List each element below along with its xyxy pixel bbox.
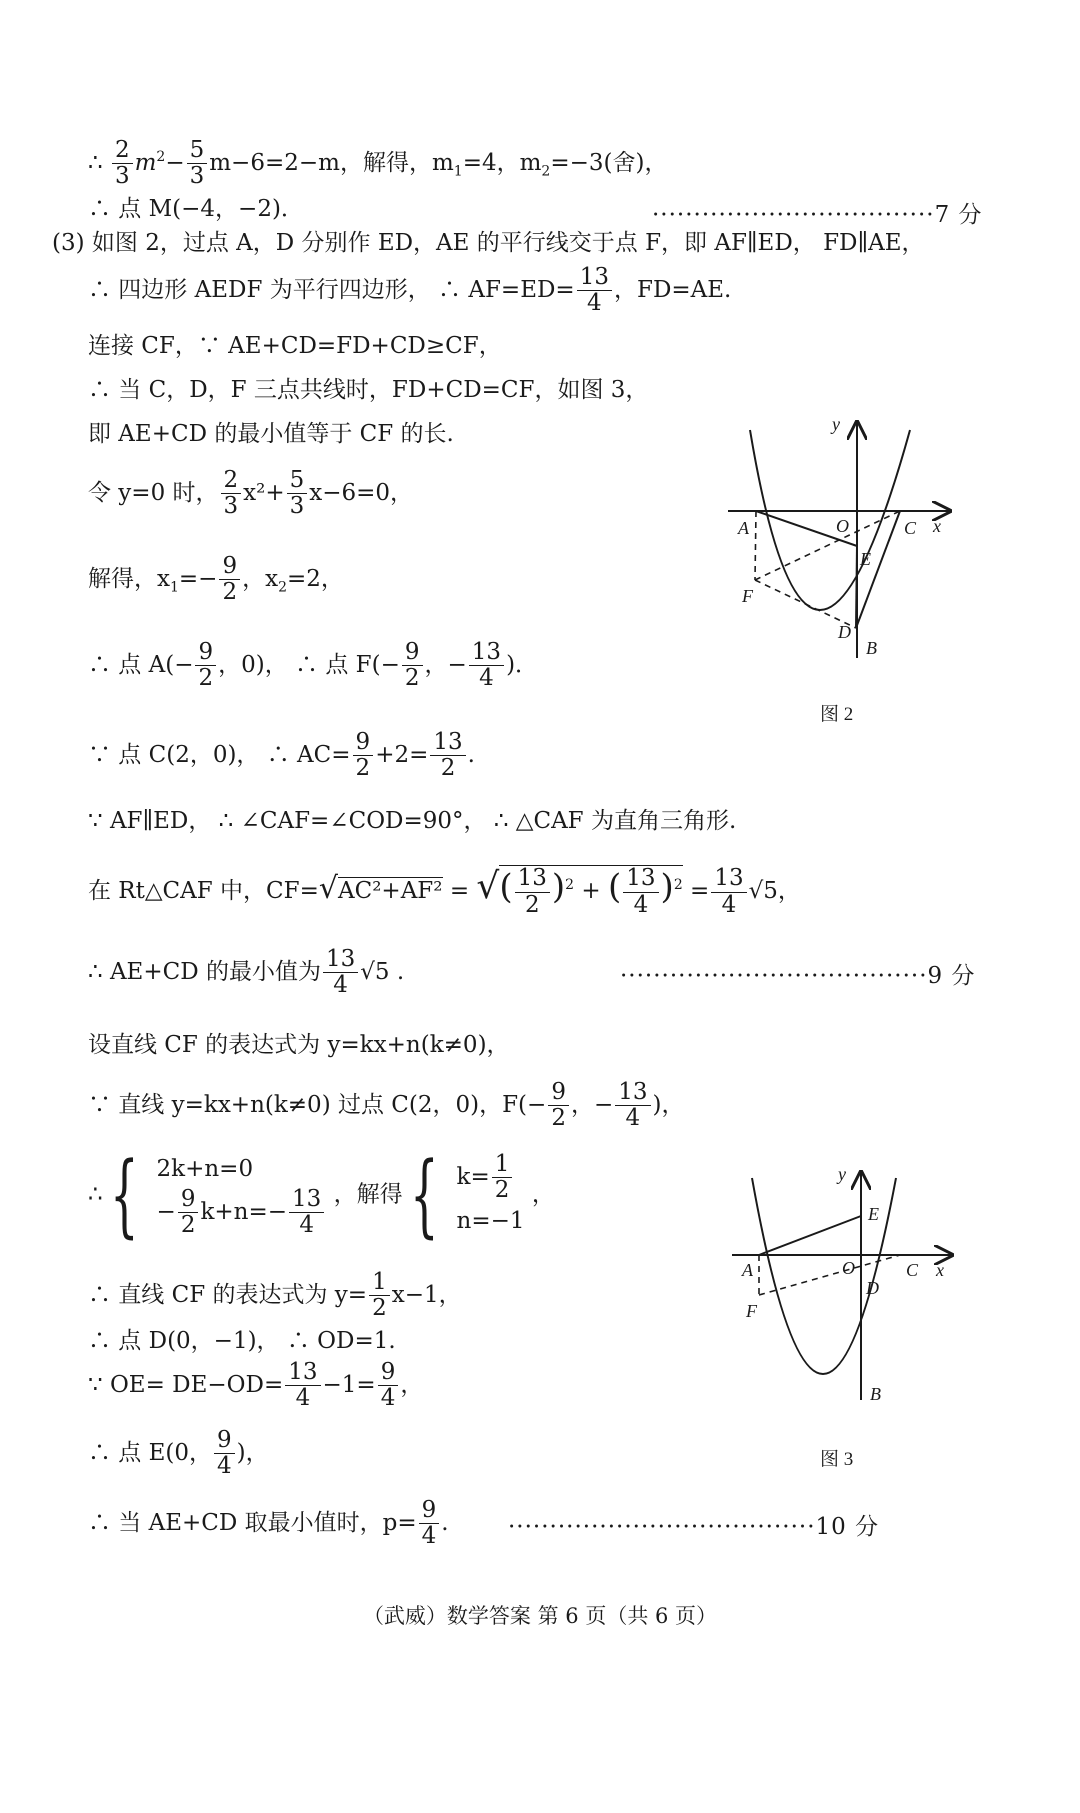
fig2-dashed-af <box>755 511 756 580</box>
fig2-label-c: C <box>904 518 917 538</box>
page-footer: （武威）数学答案 第 6 页（共 6 页） <box>362 1604 718 1628</box>
fig3-label-f: F <box>746 1301 757 1321</box>
set-line-cf: 设直线 CF 的表达式为 y=kx+n(k≠0)， <box>88 1032 510 1058</box>
part3-intro: (3) 如图 2，过点 A，D 分别作 ED，AE 的平行线交于点 F，即 AF∥ED， FD∥AE， <box>52 230 925 256</box>
fraction-2-3: $\frac{2}{3}$ <box>112 138 133 190</box>
fig2-dashed-fd <box>755 580 856 628</box>
fraction-13-2b: $\frac{13}{2}$ <box>515 866 550 918</box>
fig3-label-d: D <box>866 1278 879 1298</box>
figure-2 <box>720 410 960 740</box>
fig2-label-o: O <box>836 516 849 536</box>
roots-line: 解得，$x_1=-$ $\frac{9}{2}$ ，$x_2=2$， <box>88 553 344 606</box>
connect-cf: 连接 CF，∵ AE+CD=FD+CD≥CF， <box>88 333 502 359</box>
cf-length: 在 Rt△CAF 中，CF=√AC²+AF² = √( $\frac{13}{2}$ )$^2$ + ( $\frac{13}{4}$ )$^2$ = $\frac{13}{4}$ √5， <box>88 865 801 918</box>
fraction-9-2: $\frac{9}{2}$ <box>219 554 240 606</box>
fraction-9-4c: $\frac{9}{4}$ <box>419 1498 440 1550</box>
line-through-points: ∵ 直线 y=kx+n(k≠0) 过点 C(2，0)，F(− $\frac{9}{2}$ ，− $\frac{13}{4}$ )， <box>88 1079 685 1132</box>
collinear-line: ∴ 当 C，D，F 三点共线时，FD+CD=CF，如图 3， <box>88 377 649 403</box>
fraction-13-2: $\frac{13}{2}$ <box>430 730 465 782</box>
fraction-13-4: $\frac{13}{4}$ <box>577 265 612 317</box>
fraction-9-2e: $\frac{9}{2}$ <box>548 1080 569 1132</box>
point-c-ac: ∵ 点 C(2，0)， ∴ AC= $\frac{9}{2}$ +2= $\frac{13}{2}$ . <box>88 729 475 782</box>
fig3-label-e: E <box>868 1204 879 1224</box>
score-7: ··································7 分 <box>652 202 983 228</box>
points-a-f: ∴ 点 A(− $\frac{9}{2}$ ，0)， ∴ 点 F(− $\frac{9}{2}$ ，− $\frac{13}{4}$ )． <box>88 639 539 692</box>
system-right: k= $\frac{1}{2}$ n=−1 <box>456 1151 525 1234</box>
fig2-label-d: D <box>838 622 851 642</box>
fig2-label-y: y <box>832 414 840 434</box>
fig2-caption: 图 2 <box>820 704 854 725</box>
fig2-segment-ed <box>856 546 857 628</box>
minimum-equals-cf: 即 AE+CD 的最小值等于 CF 的长. <box>88 421 454 447</box>
fraction-9-2f: $\frac{9}{2}$ <box>178 1187 199 1239</box>
fraction-13-4e: $\frac{13}{4}$ <box>323 947 358 999</box>
fraction-13-4f: $\frac{13}{4}$ <box>615 1080 650 1132</box>
point-e: ∴ 点 E(0， $\frac{9}{4}$ )， <box>88 1427 269 1480</box>
fig3-label-x: x <box>936 1260 944 1280</box>
p-value: ∴ 当 AE+CD 取最小值时，p= $\frac{9}{4}$ . <box>88 1497 449 1550</box>
min-value-line: ∴ AE+CD 的最小值为 $\frac{13}{4}$ √5 . <box>88 946 405 999</box>
point-d: ∴ 点 D(0，−1)， ∴ OD=1. <box>88 1328 396 1354</box>
figure-3 <box>720 1160 960 1480</box>
fraction-13-4c: $\frac{13}{4}$ <box>623 866 658 918</box>
fraction-9-2b: $\frac{9}{2}$ <box>195 640 216 692</box>
fraction-5-3: $\frac{5}{3}$ <box>187 138 208 190</box>
equation-system: ∴ { 2k+n=0 − $\frac{9}{2}$ k+n=− $\frac{13}{4}$ ，解得 { k= $\frac{1}{2}$ n=−1 ， <box>88 1142 555 1248</box>
fig2-label-a: A <box>738 518 749 538</box>
fig2-parabola <box>750 430 910 610</box>
fraction-1-2: $\frac{1}{2}$ <box>492 1152 513 1204</box>
fraction-13-4g: $\frac{13}{4}$ <box>289 1187 324 1239</box>
fraction-2-3b: $\frac{2}{3}$ <box>221 468 242 520</box>
fraction-1-2b: $\frac{1}{2}$ <box>369 1270 390 1322</box>
fraction-9-4b: $\frac{9}{4}$ <box>214 1428 235 1480</box>
fig3-label-o: O <box>842 1258 855 1278</box>
line-cf-expression: ∴ 直线 CF 的表达式为 y= $\frac{1}{2}$ x−1， <box>88 1269 462 1322</box>
fraction-9-4: $\frac{9}{4}$ <box>378 1360 399 1412</box>
quadratic-zero: 令 y=0 时， $\frac{2}{3}$ x²+ $\frac{5}{3}$ x−6=0， <box>88 467 414 520</box>
fraction-13-4d: $\frac{13}{4}$ <box>711 866 746 918</box>
oe-length: ∵ OE= DE−OD= $\frac{13}{4}$ −1= $\frac{9}{4}$ ， <box>88 1359 424 1412</box>
system-left: 2k+n=0 − $\frac{9}{2}$ k+n=− $\frac{13}{4}$ <box>157 1152 327 1238</box>
score-10: ·····································10 分 <box>508 1514 880 1540</box>
step-m-equation: ∴ $\frac{2}{3}$ $m^2-$ $\frac{5}{3}$ m−6=2−m，解得，$m_1=4$，$m_2=-3$(舍)， <box>88 137 668 190</box>
parallelogram-line: ∴ 四边形 AEDF 为平行四边形， ∴ AF=ED= $\frac{13}{4}$ ，FD=AE. <box>88 264 732 317</box>
fig3-label-a: A <box>742 1260 753 1280</box>
fraction-9-2d: $\frac{9}{2}$ <box>353 730 374 782</box>
fig2-label-x: x <box>933 516 941 536</box>
fraction-13-4b: $\frac{13}{4}$ <box>469 640 504 692</box>
fig3-segment-ae <box>759 1216 861 1255</box>
fraction-13-4h: $\frac{13}{4}$ <box>285 1360 320 1412</box>
fraction-5-3b: $\frac{5}{3}$ <box>287 468 308 520</box>
fig3-caption: 图 3 <box>820 1449 854 1470</box>
fig3-label-y: y <box>838 1164 846 1184</box>
point-m: ∴ 点 M(−4，−2)． <box>88 196 304 222</box>
fig2-label-e: E <box>860 549 871 569</box>
fig3-label-c: C <box>906 1260 919 1280</box>
right-triangle-line: ∵ AF∥ED， ∴ ∠CAF=∠COD=90°， ∴ △CAF 为直角三角形. <box>88 808 737 834</box>
score-9: ·····································9 分 <box>620 963 976 989</box>
fraction-9-2c: $\frac{9}{2}$ <box>402 640 423 692</box>
fig2-label-b: B <box>866 638 877 658</box>
fig2-label-f: F <box>742 586 753 606</box>
fig3-label-b: B <box>870 1384 881 1404</box>
